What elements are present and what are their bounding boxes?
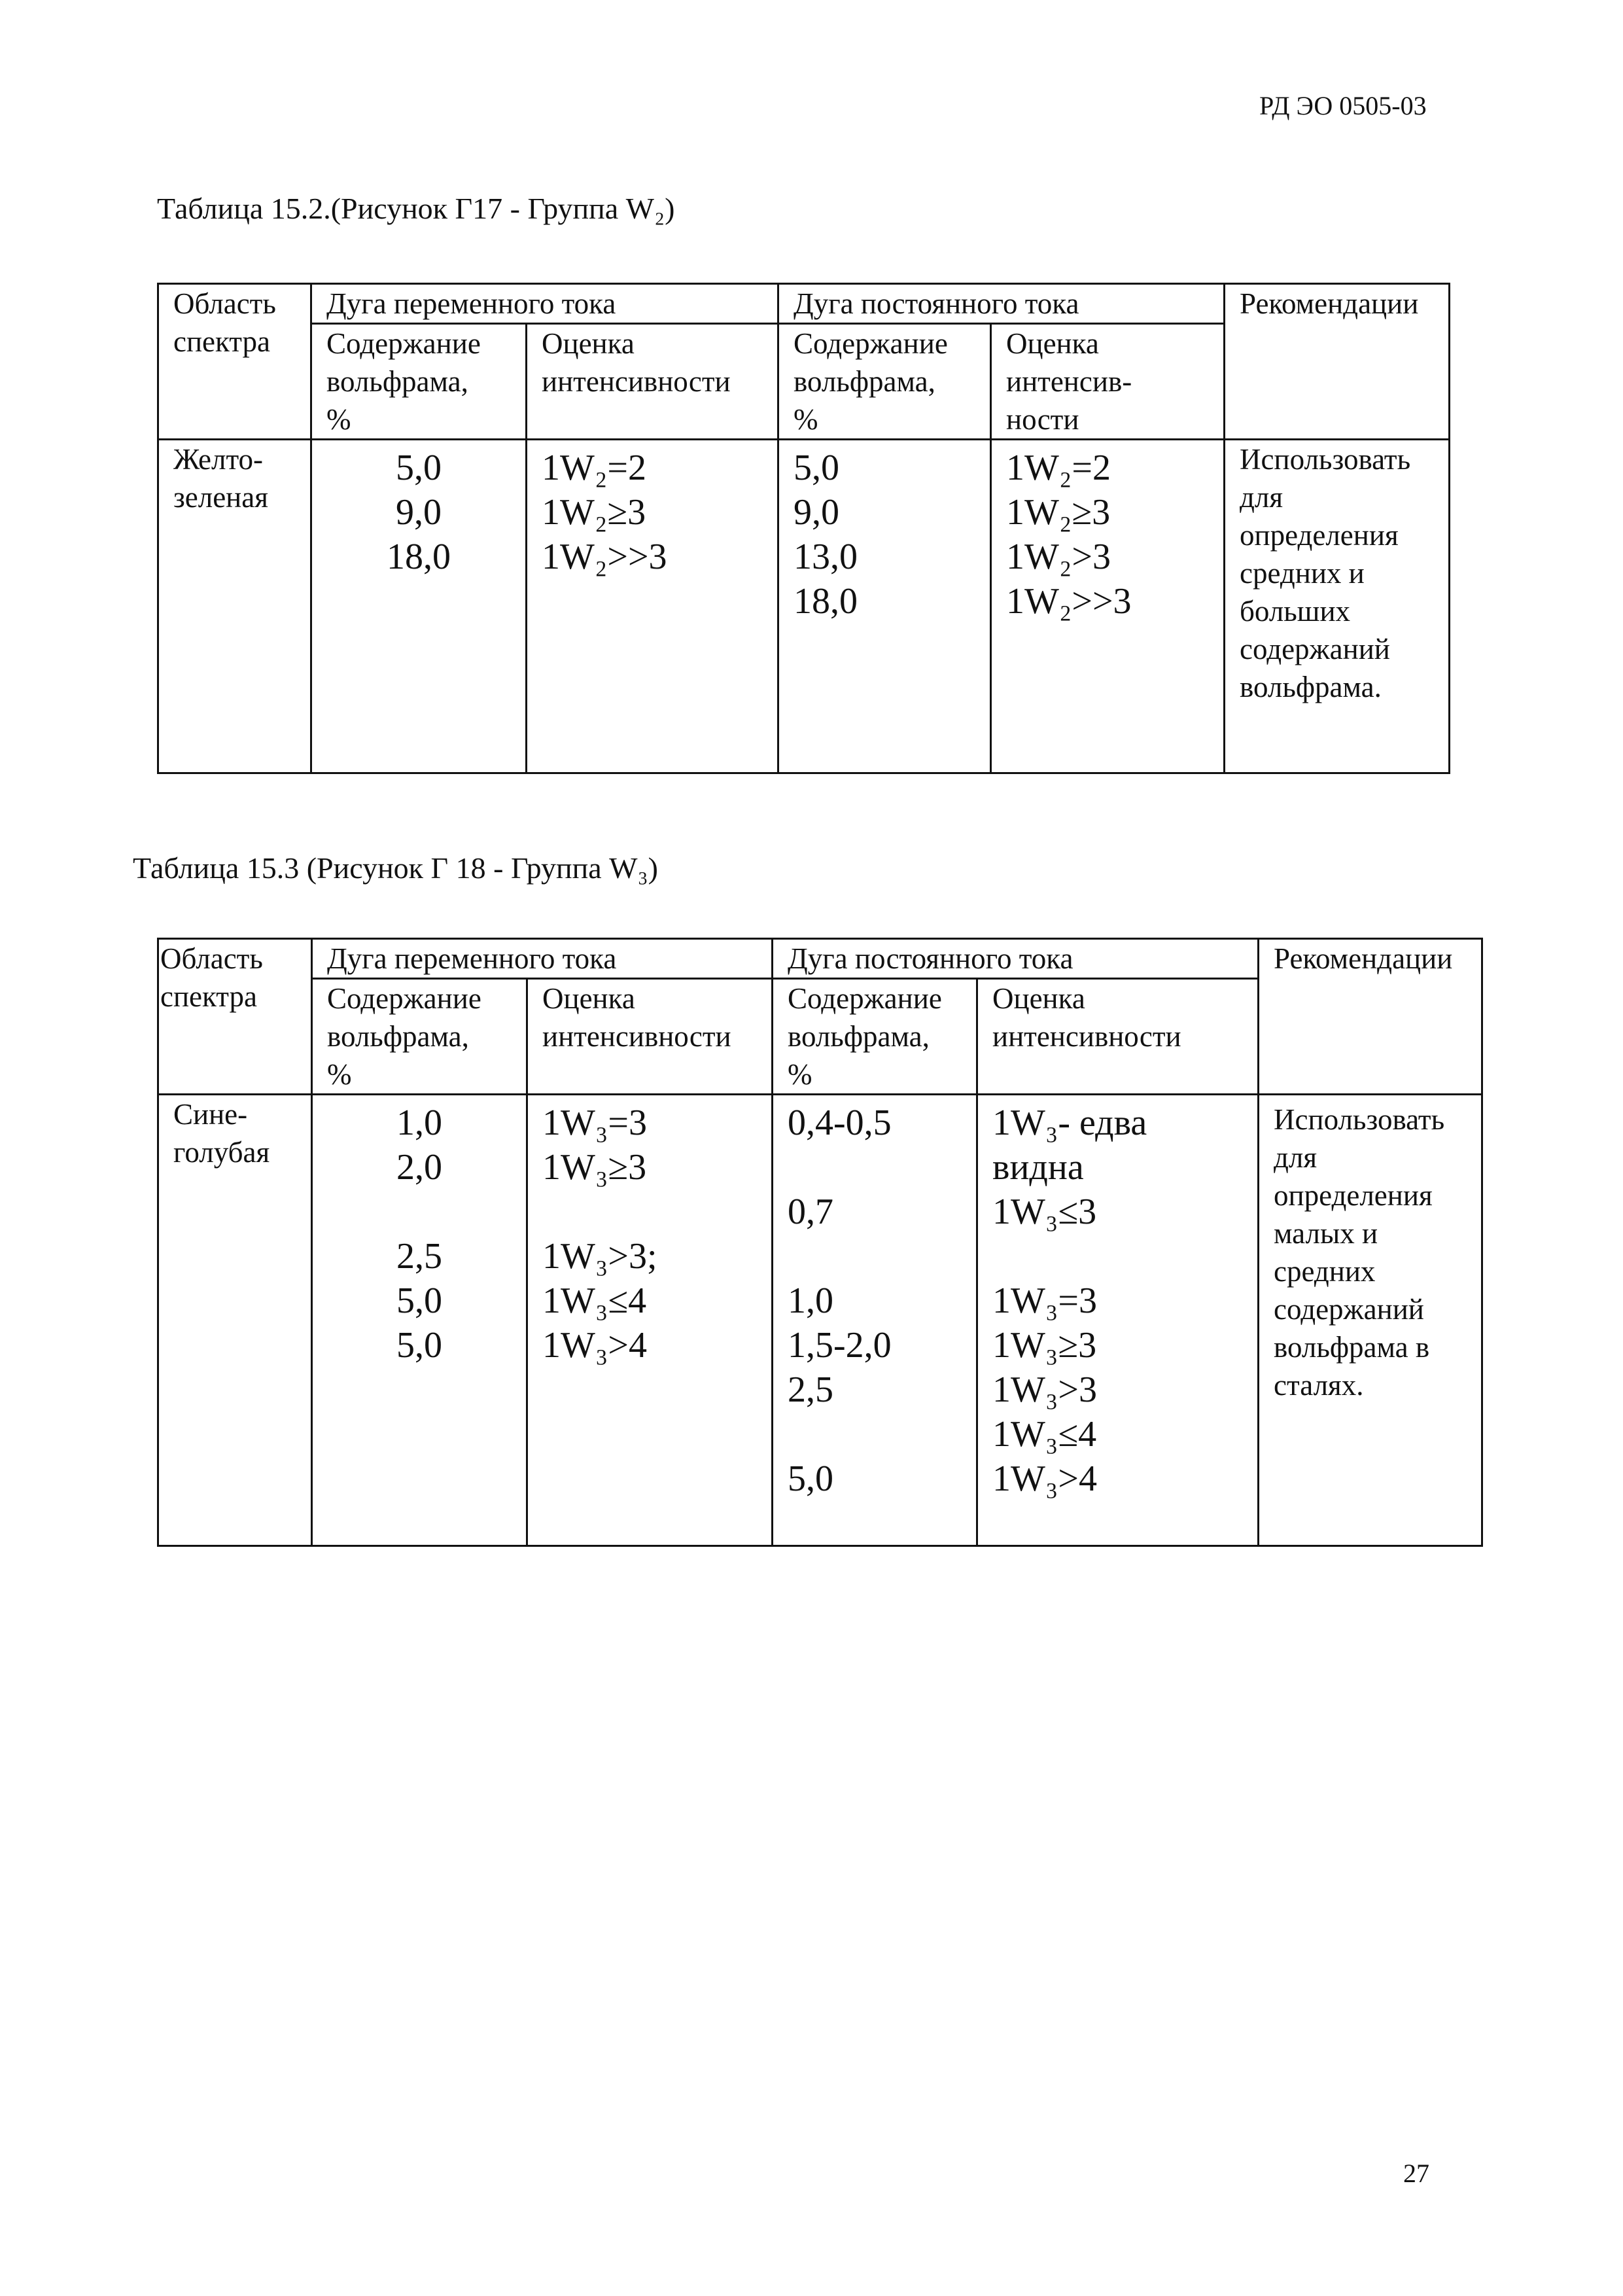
cell-line: Оценка [542,982,635,1015]
cell-line: спектра [173,325,270,358]
dc-intensity-header [991,324,1225,440]
recommendations-header: Рекомендации [1225,284,1450,440]
cell-line: Область [173,287,276,320]
cell-line: 1,0 [396,1103,442,1143]
cell-line: % [327,1058,352,1091]
cell-line: Использовать [1240,443,1411,476]
cell-line: 1W₃≤3 [992,1192,1097,1232]
cell-line: Оценка [992,982,1085,1015]
cell-line: 0,4-0,5 [788,1103,892,1143]
table-15-3 [157,938,1483,1547]
region-cell [158,440,311,773]
dc-content-header [773,979,977,1095]
cell-line: Область [160,942,263,975]
cell-line: интенсивности [542,1020,731,1053]
ac-content-header [312,979,527,1095]
cell-line: 5,0 [396,1325,442,1366]
ac-content-values [312,1095,527,1546]
table-15-2 [157,283,1450,774]
cell-line: Содержание [326,327,481,360]
ac-intensity-header [527,979,773,1095]
cell-line: 5,0 [396,448,442,488]
cell-line: 0,7 [788,1192,833,1232]
cell-line: видна [992,1147,1084,1188]
ac-content-header [311,324,527,440]
region-header [158,939,312,1095]
cell-line: Содержание [788,982,942,1015]
region-cell [158,1095,312,1546]
cell-line: для [1240,481,1283,514]
cell-line: 1W₃≥3 [992,1325,1097,1366]
cell-line: 1W₂=2 [1006,448,1111,488]
cell-line: Использовать [1274,1103,1445,1136]
cell-line: 18,0 [387,537,451,577]
cell-line: вольфрама, [788,1020,930,1053]
dc-intensity-values [991,440,1225,773]
table-15-3-caption: Таблица 15.3 (Рисунок Г 18 - Группа W₃) [133,851,658,885]
cell-line: % [788,1058,812,1091]
cell-line: 1W₃=3 [542,1103,647,1143]
cell-line: содержаний [1274,1293,1424,1326]
cell-line: вольфрама, [794,365,935,398]
cell-line: ности [1006,403,1079,436]
cell-line: 9,0 [396,492,442,533]
cell-line: 13,0 [794,537,858,577]
cell-line: 1W₃>4 [542,1325,647,1366]
cell-line [542,1190,771,1234]
dc-content-values [773,1095,977,1546]
cell-line: вольфрама. [1240,671,1382,703]
ac-intensity-values [527,1095,773,1546]
cell-line: 5,0 [396,1280,442,1321]
cell-line [788,1234,976,1279]
cell-line: 1W₂≥3 [1006,492,1111,533]
ac-intensity-header [527,324,778,440]
recommendations-header: Рекомендации [1259,939,1482,1095]
cell-line: Содержание [794,327,948,360]
dc-content-values [778,440,991,773]
cell-line: 1W₃≥3 [542,1147,647,1188]
dc-intensity-header [977,979,1259,1095]
cell-line: средних [1274,1255,1376,1288]
cell-line: 5,0 [794,448,839,488]
cell-line [313,1190,526,1234]
recommendation-cell [1225,440,1450,773]
cell-line: 1W₂>3 [1006,537,1111,577]
cell-line: 1W₃≤4 [542,1280,647,1321]
region-header [158,284,311,440]
cell-line: 1,0 [788,1280,833,1321]
cell-line: 9,0 [794,492,839,533]
cell-line: Сине- [173,1098,248,1131]
recommendation-cell [1259,1095,1482,1546]
dc-content-header [778,324,991,440]
dc-arc-header: Дуга постоянного тока [778,284,1225,324]
cell-line: 1W₂=2 [542,448,646,488]
cell-line: Оценка [1006,327,1099,360]
cell-line: определения [1274,1179,1433,1212]
cell-line: 1W₂≥3 [542,492,646,533]
page-number: 27 [1403,2159,1429,2188]
cell-line: интенсивности [992,1020,1181,1053]
dc-arc-header: Дуга постоянного тока [773,939,1259,979]
cell-line: 5,0 [788,1458,833,1499]
cell-line: вольфрама, [326,365,468,398]
table-15-2-caption: Таблица 15.2.(Рисунок Г17 - Группа W₂) [157,192,675,225]
cell-line: 1W₃=3 [992,1280,1097,1321]
cell-line: интенсивности [542,365,731,398]
ac-content-values [311,440,527,773]
cell-line: 2,0 [396,1147,442,1188]
cell-line: 1W₂>>3 [1006,581,1132,622]
cell-line: определения [1240,519,1399,552]
document-code: РД ЭО 0505-03 [1259,91,1427,120]
cell-line: интенсив- [1006,365,1132,398]
cell-line: больших [1240,595,1351,627]
ac-arc-header: Дуга переменного тока [311,284,778,324]
cell-line: Содержание [327,982,481,1015]
cell-line: 2,5 [396,1236,442,1277]
cell-line: 1W₂>>3 [542,537,667,577]
cell-line: 1W₃>4 [992,1458,1097,1499]
cell-line: 1W₃- едва [992,1103,1147,1143]
cell-line [788,1145,976,1190]
cell-line: % [794,403,818,436]
cell-line: 1,5-2,0 [788,1325,892,1366]
cell-line: малых и [1274,1217,1378,1250]
cell-line: Оценка [542,327,635,360]
ac-intensity-values [527,440,778,773]
cell-line: зеленая [173,481,268,514]
cell-line: 18,0 [794,581,858,622]
cell-line: 1W₃>3; [542,1236,657,1277]
dc-intensity-values [977,1095,1259,1546]
cell-line: 2,5 [788,1369,833,1410]
cell-line: вольфрама, [327,1020,469,1053]
cell-line: 1W₃>3 [992,1369,1097,1410]
ac-arc-header: Дуга переменного тока [312,939,773,979]
cell-line [992,1234,1257,1279]
cell-line: для [1274,1141,1318,1174]
cell-line: вольфрама в [1274,1331,1430,1364]
cell-line: 1W₃≤4 [992,1414,1097,1455]
cell-line [788,1412,976,1457]
cell-line: содержаний [1240,633,1390,665]
cell-line: сталях. [1274,1369,1364,1402]
cell-line: голубая [173,1136,270,1169]
cell-line: средних и [1240,557,1365,590]
cell-line: спектра [160,980,257,1013]
cell-line: Желто- [173,443,264,476]
cell-line: % [326,403,351,436]
